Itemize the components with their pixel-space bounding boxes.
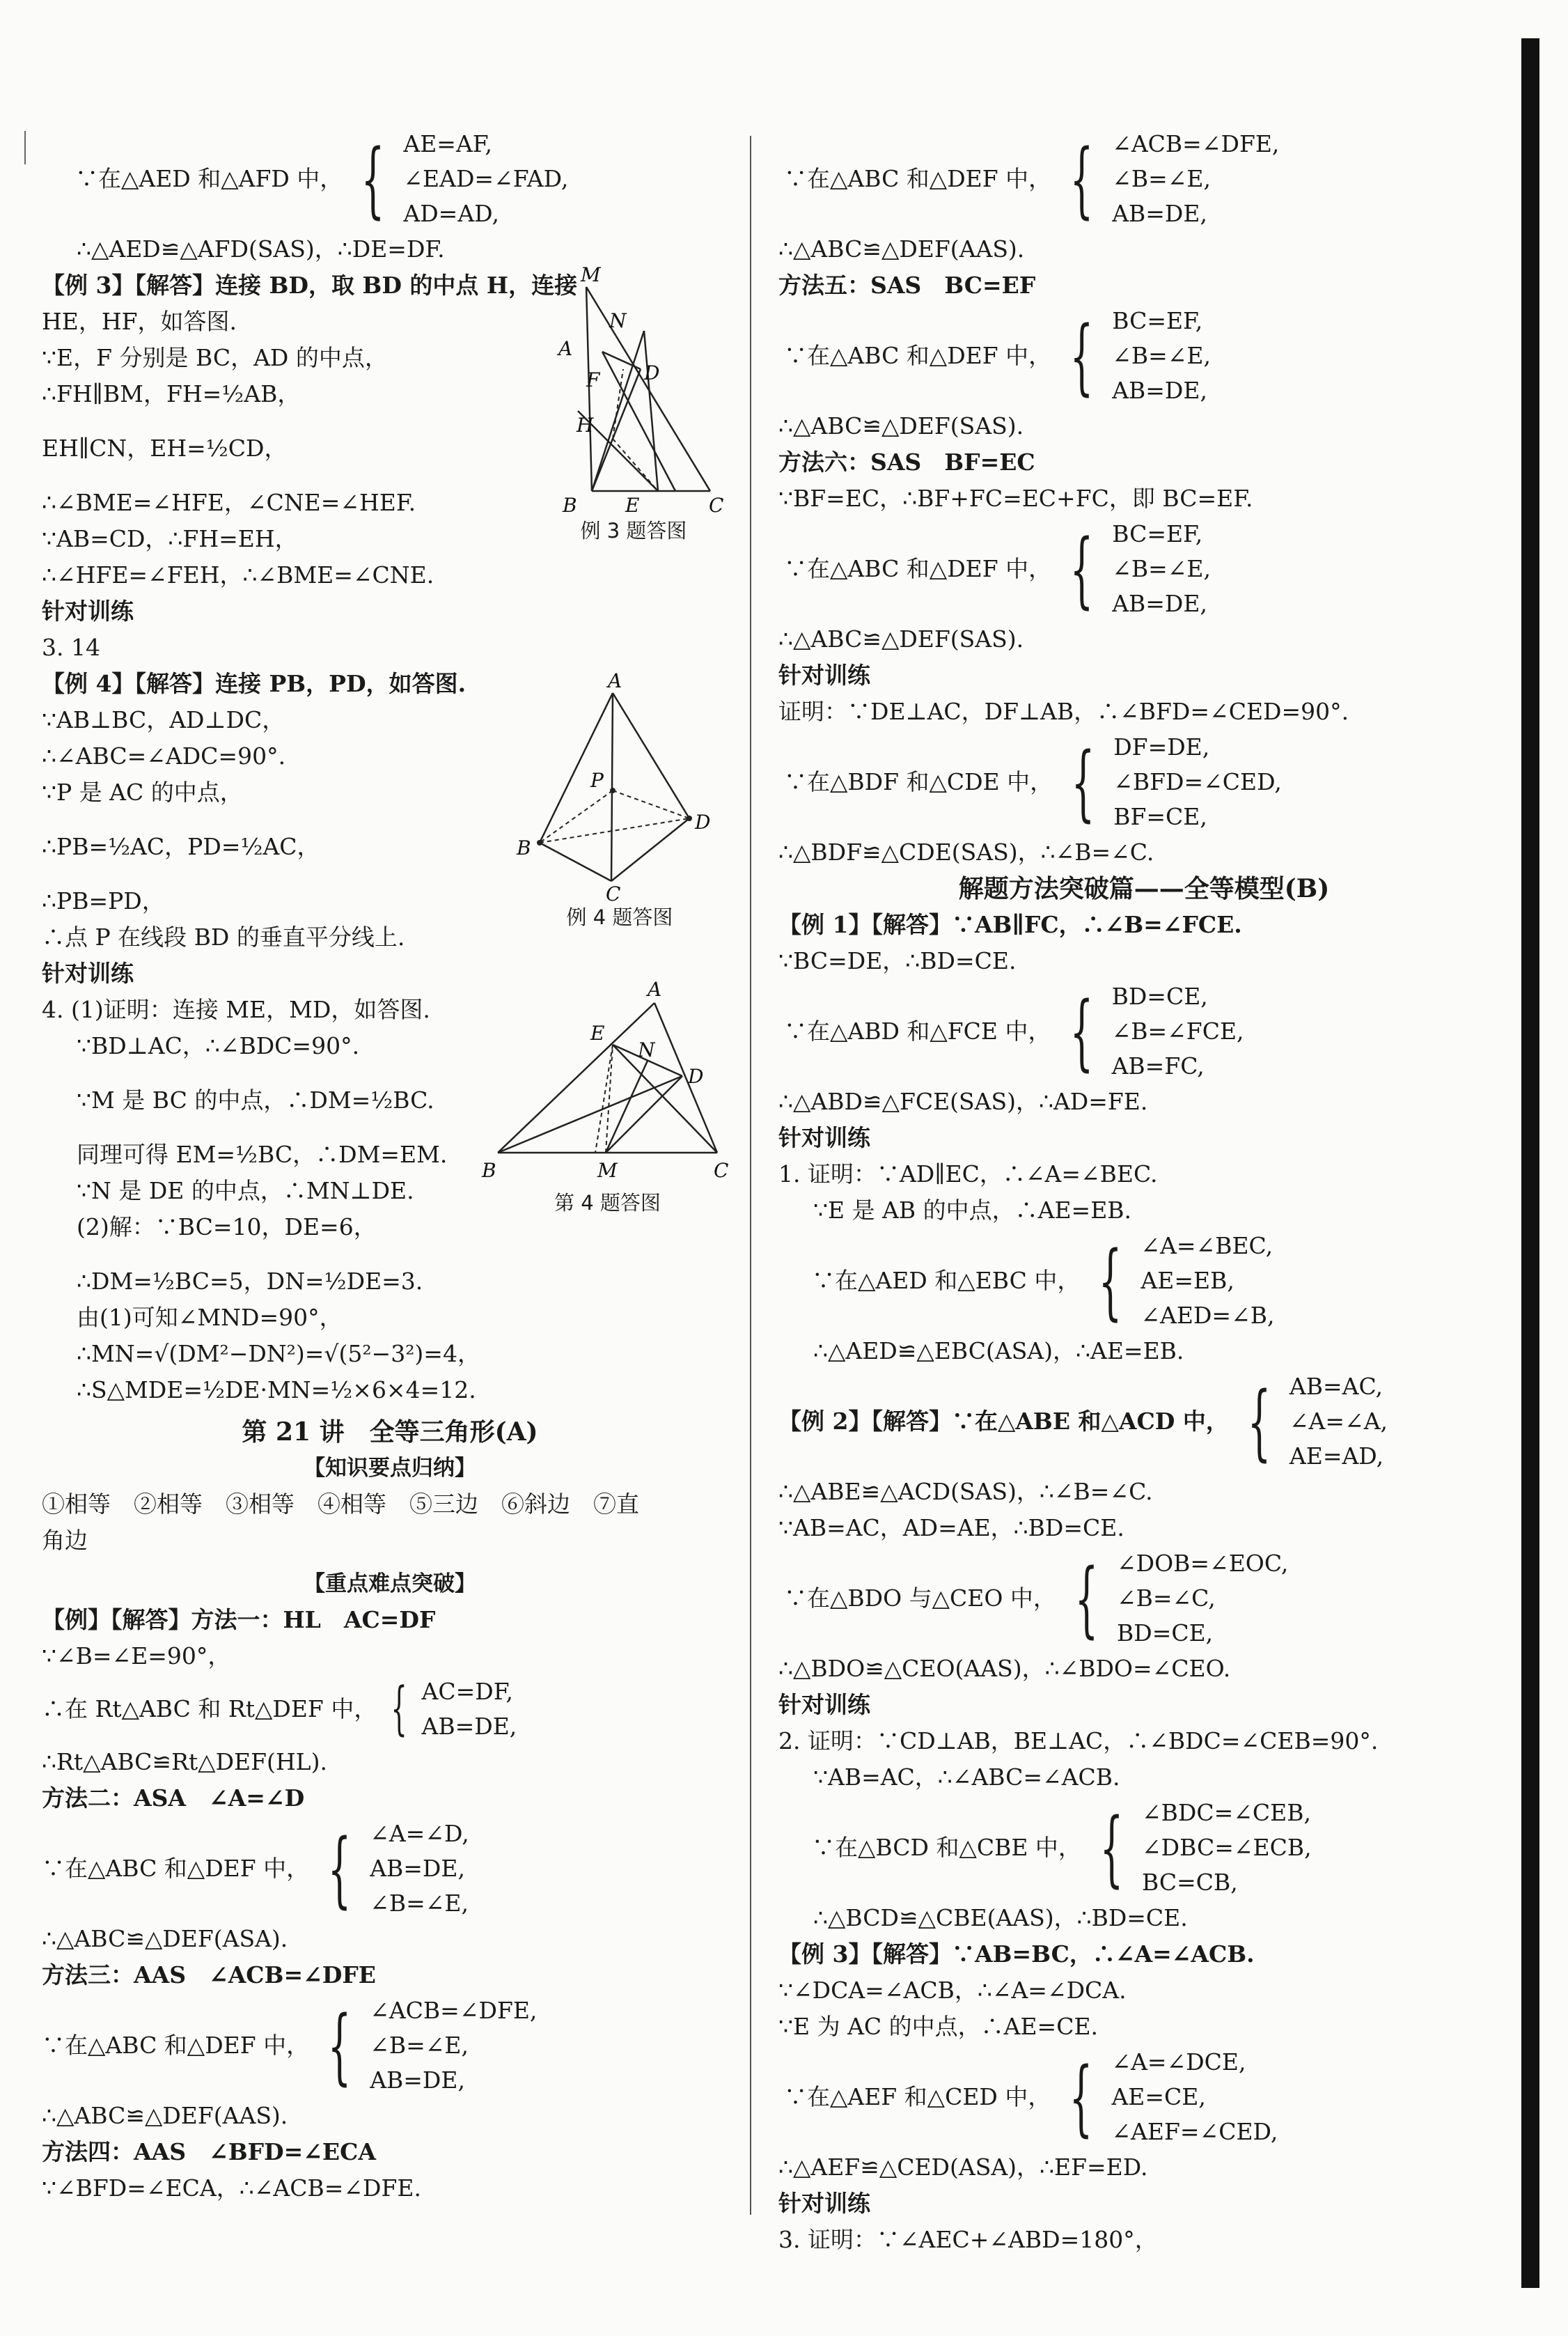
section-label: 针对训练 — [42, 960, 134, 987]
text-line: ∴△BDO≌△CEO(AAS)，∴∠BDO=∠CEO. — [778, 1655, 1231, 1682]
text-line: ∴S△MDE=½DE·MN=½×6×4=12. — [77, 1376, 476, 1403]
section-label: 针对训练 — [778, 1691, 870, 1718]
system-block: ∵在△BDF 和△CDE 中， { DF=DE, ∠BFD=∠CED, BF=CE, — [778, 730, 1510, 834]
method-label: 方法二：ASA ∠A=∠D — [42, 1784, 305, 1812]
method-label: 方法六：SAS BF=EC — [778, 449, 1035, 476]
text-line: ∵AB=CD，∴FH=EH， — [42, 525, 298, 552]
text-line: ∵AB⊥BC，AD⊥DC， — [42, 706, 285, 733]
example-heading: 【例】【解答】方法一：HL AC=DF — [42, 1606, 436, 1633]
label-C: C — [606, 882, 621, 902]
text-line: AB=FC, — [1111, 1052, 1205, 1080]
system-block: ∵在△ABC 和△DEF 中， { ∠A=∠D, AB=DE, ∠B=∠E, — [42, 1816, 738, 1921]
text-line: ∵在△AED 和△AFD 中， — [75, 165, 343, 192]
text-line: ∵在△AED 和△EBC 中， — [812, 1267, 1081, 1294]
text-line: ∠ACB=∠DFE, — [1112, 130, 1280, 157]
text-line: BD=CE, — [1111, 983, 1208, 1010]
text-line: BC=CB, — [1141, 1869, 1238, 1896]
text-line: ∵在△ABC 和△DEF 中， — [784, 555, 1052, 582]
label-F: F — [586, 368, 600, 391]
label-N: N — [638, 1038, 655, 1061]
label-A: A — [608, 672, 622, 692]
text-line: ∠BFD=∠CED, — [1113, 768, 1282, 795]
text-line: ∴△ABC≌△DEF(SAS). — [778, 625, 1024, 653]
label-E: E — [625, 494, 640, 515]
text-line: ∴在 Rt△ABC 和 Rt△DEF 中， — [42, 1695, 377, 1722]
text-line: ∵在△BCD 和△CBE 中， — [812, 1834, 1081, 1861]
text-line: 4. (1)证明：连接 ME，MD，如答图. — [42, 996, 430, 1023]
text-line: ∴△ABD≌△FCE(SAS)，∴AD=FE. — [778, 1088, 1148, 1115]
text-line: ∴△ABC≌△DEF(ASA). — [42, 1925, 288, 1952]
example-heading: 【例 3】【解答】连接 BD，取 BD 的中点 H，连接 — [42, 272, 578, 299]
text-line: ∵∠BFD=∠ECA，∴∠ACB=∠DFE. — [42, 2174, 421, 2202]
text-line: ∠ACB=∠DFE, — [370, 1997, 538, 2024]
label-B: B — [482, 1159, 496, 1182]
text-line: ∵在△ABD 和△FCE 中， — [784, 1018, 1051, 1045]
text-line: ∵在△AEF 和△CED 中， — [784, 2083, 1051, 2110]
subsection-title: 【重点难点突破】 — [304, 1571, 476, 1596]
method-label: 方法三：AAS ∠ACB=∠DFE — [42, 1961, 376, 1988]
text-line: ∴△BDF≌△CDE(SAS)，∴∠B=∠C. — [778, 839, 1154, 866]
text-line: ∵M 是 BC 的中点，∴DM=½BC. — [77, 1087, 434, 1114]
text-line: (2)解：∵BC=10，DE=6， — [77, 1213, 377, 1240]
text-line: AE=CE, — [1111, 2083, 1206, 2110]
text-line: ①相等 ②相等 ③相等 ④相等 ⑤三边 ⑥斜边 ⑦直 — [42, 1490, 639, 1518]
section-label: 针对训练 — [778, 662, 870, 689]
label-M: M — [597, 1159, 618, 1182]
triangle-diagram — [480, 979, 735, 1188]
figure-problem-4 — [480, 979, 735, 1216]
column-divider — [750, 136, 751, 2215]
label-E: E — [590, 1022, 605, 1045]
section-label: 针对训练 — [42, 598, 134, 625]
text-line: ∠BDC=∠CEB, — [1141, 1799, 1311, 1826]
system-block: ∵在△ABC 和△DEF 中， { ∠ACB=∠DFE, ∠B=∠E, AB=DE, — [778, 127, 1510, 231]
text-line: ∵E，F 分别是 BC，AD 的中点， — [42, 344, 388, 371]
page-edge-bar — [1521, 38, 1539, 2288]
text-line: ∴△AEF≌△CED(ASA)，∴EF=ED. — [778, 2154, 1148, 2181]
text-line: ∠A=∠A, — [1289, 1408, 1388, 1435]
text-line: ∵AB=AC，∴∠ABC=∠ACB. — [813, 1763, 1120, 1791]
text-line: ∠EAD=∠FAD, — [403, 165, 569, 192]
section-label: 针对训练 — [778, 1124, 870, 1151]
figure-example-3 — [536, 265, 731, 544]
method-label: 方法四：AAS ∠BFD=∠ECA — [42, 2138, 376, 2165]
text-line: AB=DE, — [370, 2066, 465, 2094]
text-line: AB=DE, — [370, 1855, 465, 1882]
text-line: ∴△BCD≌△CBE(AAS)，∴BD=CE. — [813, 1904, 1188, 1931]
text-line: ∴△ABC≌△DEF(SAS). — [778, 412, 1024, 439]
triangle-diagram — [536, 265, 731, 515]
label-A: A — [648, 979, 662, 1001]
text-line: ∴△AED≌△EBC(ASA)，∴AE=EB. — [813, 1337, 1184, 1364]
text-line: ∵AB=AC，AD=AE，∴BD=CE. — [778, 1514, 1124, 1541]
text-line: ∵P 是 AC 的中点， — [42, 779, 243, 806]
text-line: 2. 证明：∵CD⊥AB，BE⊥AC，∴∠BDC=∠CEB=90°. — [778, 1727, 1379, 1754]
text-line: ∵在△ABC 和△DEF 中， — [784, 165, 1052, 192]
subsection-title: 【知识要点归纳】 — [304, 1456, 476, 1481]
text-line: ∵BC=DE，∴BD=CE. — [778, 947, 1017, 974]
text-line: ∵在△BDO 与△CEO 中， — [784, 1584, 1056, 1612]
text-line: ∴△AED≌△AFD(SAS)，∴DE=DF. — [77, 235, 445, 263]
text-line: ∠B=∠E, — [1112, 555, 1211, 582]
text-line: ∠A=∠DCE, — [1111, 2048, 1246, 2076]
text-line: ∠B=∠FCE, — [1111, 1018, 1244, 1045]
text-line: ∠DOB=∠EOC, — [1116, 1550, 1289, 1577]
text-line: 1. 证明：∵AD∥EC，∴∠A=∠BEC. — [778, 1160, 1158, 1188]
text-line: AE=AD, — [1289, 1442, 1384, 1470]
text-line: ∵E 为 AC 的中点，∴AE=CE. — [778, 2013, 1099, 2040]
text-line: AE=AF, — [403, 130, 493, 157]
system-block: ∵在△AEF 和△CED 中， { ∠A=∠DCE, AE=CE, ∠AEF=∠CED, — [778, 2045, 1510, 2149]
example-heading: 【例 4】【解答】连接 PB，PD，如答图. — [42, 670, 467, 697]
text-line: ∠AEF=∠CED, — [1111, 2118, 1278, 2145]
text-line: ∵∠B=∠E=90°， — [42, 1642, 231, 1669]
system-block: ∴在 Rt△ABC 和 Rt△DEF 中， { AC=DF, AB=DE, — [42, 1674, 738, 1744]
example-heading: 【例 3】【解答】∵AB=BC，∴∠A=∠ACB. — [778, 1940, 1255, 1968]
figure-example-4 — [508, 672, 731, 930]
system-block: 【例 2】【解答】∵在△ABE 和△ACD 中， { AB=AC, ∠A=∠A, AE=AD, — [778, 1369, 1510, 1474]
label-D: D — [688, 1065, 704, 1088]
label-D: D — [695, 811, 711, 834]
text-line: ∴DM=½BC=5，DN=½DE=3. — [77, 1268, 423, 1295]
text-line: ∠A=∠D, — [370, 1820, 469, 1847]
text-line: 证明：∵DE⊥AC，DF⊥AB，∴∠BFD=∠CED=90°. — [778, 698, 1349, 725]
system-block: ∵在△AED 和△EBC 中， { ∠A=∠BEC, AE=EB, ∠AED=∠B, — [778, 1229, 1510, 1333]
text-line: BF=CE, — [1113, 803, 1207, 830]
text-line: ∠B=∠E, — [370, 1890, 469, 1917]
text-line: AB=DE, — [1112, 377, 1207, 404]
text-line: 同理可得 EM=½BC，∴DM=EM. — [77, 1141, 448, 1168]
text-line: ∵在△ABC 和△DEF 中， — [784, 342, 1052, 369]
right-column — [778, 127, 1510, 2258]
text-line: AB=DE, — [1112, 200, 1207, 227]
text-line: ∴FH∥BM，FH=½AB， — [42, 380, 301, 407]
method-label: 方法五：SAS BC=EF — [778, 272, 1036, 299]
text-line: ∴∠HFE=∠FEH，∴∠BME=∠CNE. — [42, 561, 434, 589]
text-line: ∠AED=∠B, — [1140, 1302, 1275, 1329]
text-line: ∠DBC=∠ECB, — [1141, 1834, 1312, 1861]
label-C: C — [714, 1159, 729, 1182]
text-line: ∠A=∠BEC, — [1140, 1232, 1273, 1259]
text-line: 角边 — [42, 1527, 88, 1554]
system-block: ∵在△ABC 和△DEF 中， { BC=EF, ∠B=∠E, AB=DE, — [778, 304, 1510, 408]
text-line: 3. 证明：∵∠AEC+∠ABD=180°， — [778, 2226, 1158, 2253]
system-block: ∵在△ABC 和△DEF 中， { ∠ACB=∠DFE, ∠B=∠E, AB=DE, — [42, 1993, 738, 2098]
text-line: ∵BD⊥AC，∴∠BDC=90°. — [77, 1032, 360, 1059]
example-heading: 【例 1】【解答】∵AB∥FC，∴∠B=∠FCE. — [778, 911, 1242, 938]
system-block: ∵在△ABC 和△DEF 中， { BC=EF, ∠B=∠E, AB=DE, — [778, 517, 1510, 621]
text-line: BC=EF, — [1112, 520, 1203, 547]
text-line: 3. 14 — [42, 634, 100, 661]
text-line: EH∥CN，EH=½CD， — [42, 435, 288, 462]
figure-caption: 例 4 题答图 — [566, 905, 673, 929]
text-line: ∵BF=EC，∴BF+FC=EC+FC，即 BC=EF. — [778, 485, 1253, 512]
label-N: N — [609, 309, 627, 332]
text-line: HE，HF，如答图. — [42, 308, 237, 335]
text-line: ∠B=∠E, — [370, 2032, 469, 2059]
text-line: ∠B=∠E, — [1112, 342, 1211, 369]
text-line: ∴△ABE≌△ACD(SAS)，∴∠B=∠C. — [778, 1478, 1153, 1505]
text-line: ∴PB=PD， — [42, 887, 165, 914]
system-block: ∵在△AED 和△AFD 中， { AE=AF, ∠EAD=∠FAD, AD=AD, — [42, 127, 738, 231]
text-line: ∵在△ABC 和△DEF 中， — [42, 1855, 310, 1882]
text-line: ∴∠BME=∠HFE，∠CNE=∠HEF. — [42, 489, 416, 516]
system-block: ∵在△BCD 和△CBE 中， { ∠BDC=∠CEB, ∠DBC=∠ECB, BC=CB, — [778, 1796, 1510, 1900]
label-B: B — [517, 836, 531, 859]
system-block: ∵在△BDO 与△CEO 中， { ∠DOB=∠EOC, ∠B=∠C, BD=CE, — [778, 1546, 1510, 1651]
text-line: ∴MN=√(DM²−DN²)=√(5²−3²)=4， — [77, 1340, 480, 1367]
text-line: AB=AC, — [1289, 1373, 1383, 1400]
text-line: BD=CE, — [1116, 1619, 1214, 1646]
text-line: ∴PB=½AC，PD=½AC， — [42, 833, 320, 860]
text-line: AD=AD, — [403, 200, 499, 227]
figure-caption: 例 3 题答图 — [580, 519, 687, 543]
text-line: ∵N 是 DE 的中点，∴MN⊥DE. — [77, 1177, 414, 1204]
margin-tick — [24, 131, 26, 164]
text-line: AB=DE, — [421, 1713, 517, 1740]
label-P: P — [590, 769, 604, 792]
text-line: ∠B=∠E, — [1112, 165, 1211, 192]
label-C: C — [709, 494, 724, 515]
text-line: AE=EB, — [1140, 1267, 1234, 1294]
text-line: AB=DE, — [1112, 590, 1207, 617]
text-line: ∴△ABC≌△DEF(AAS). — [42, 2102, 288, 2129]
label-D: D — [644, 361, 660, 384]
label-B: B — [563, 494, 577, 515]
label-H: H — [577, 414, 594, 437]
text-line: ∴Rt△ABC≌Rt△DEF(HL). — [42, 1748, 327, 1775]
system-block: ∵在△ABD 和△FCE 中， { BD=CE, ∠B=∠FCE, AB=FC, — [778, 979, 1510, 1084]
figure-caption: 第 4 题答图 — [554, 1191, 661, 1215]
lecture-title: 第 21 讲 全等三角形(A) — [242, 1417, 538, 1447]
text-line: ∵在△ABC 和△DEF 中， — [42, 2032, 310, 2059]
section-title: 解题方法突破篇——全等模型(B) — [958, 874, 1330, 903]
text-line: DF=DE, — [1113, 733, 1210, 761]
text-line: ∠B=∠C, — [1116, 1584, 1216, 1612]
text-line: BC=EF, — [1112, 307, 1203, 334]
label-M: M — [581, 265, 601, 286]
text-line: 由(1)可知∠MND=90°， — [77, 1304, 343, 1331]
text-line: ∵E 是 AB 的中点，∴AE=EB. — [813, 1197, 1132, 1224]
triangle-diagram — [508, 672, 731, 902]
text-line: AC=DF, — [421, 1678, 513, 1705]
label-A: A — [558, 337, 573, 360]
section-label: 针对训练 — [778, 2190, 870, 2217]
text-line: ∴∠ABC=∠ADC=90°. — [42, 742, 286, 770]
text-line: ∵在△BDF 和△CDE 中， — [784, 768, 1053, 795]
text-line: ∴△ABC≌△DEF(AAS). — [778, 235, 1025, 263]
text-line: ∵∠DCA=∠ACB，∴∠A=∠DCA. — [778, 1977, 1127, 2004]
text-line: ∴点 P 在线段 BD 的垂直平分线上. — [42, 924, 405, 951]
example-heading: 【例 2】【解答】∵在△ABE 和△ACD 中， — [778, 1408, 1229, 1435]
